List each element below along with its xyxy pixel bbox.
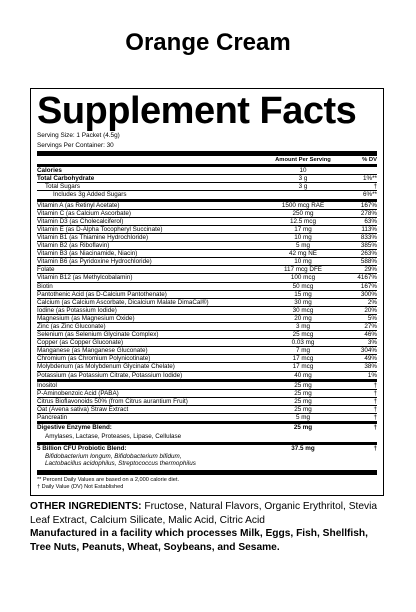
nutrient-amount: 1500 mcg RAE [281, 201, 325, 209]
enzyme-dv: † [373, 424, 377, 432]
nutrient-dv: 20% [364, 306, 377, 314]
amount-header: Amount Per Serving [275, 157, 331, 164]
nutrient-name: Citrus Bioflavonoids 50% (from Citrus aurantium Fruit) [37, 397, 188, 405]
footnote-not-established: † Daily Value (DV) Not Established [37, 483, 124, 490]
nutrient-name: Calcium (as Calcium Ascorbate, Dicalcium Malate DimaCal®) [37, 298, 209, 306]
nutrient-amount: 25 mg [294, 405, 312, 413]
nutrient-name: Vitamin D3 (as Cholecalciferol) [37, 217, 124, 225]
nutrient-name: Potassium (as Potassium Citrate, Potassium Iodide) [37, 371, 183, 379]
nutrient-amount: 30 mcg [292, 306, 314, 314]
nutrient-row [37, 265, 377, 273]
nutrient-name: Vitamin E (as D-Alpha Tocopheryl Succinate) [37, 225, 163, 233]
nutrient-dv: 38% [364, 363, 377, 371]
nutrient-name: Inositol [37, 381, 57, 389]
supplement-facts-panel [30, 88, 384, 496]
nutrient-row [37, 282, 377, 290]
nutrient-amount: 5 mg [296, 242, 310, 250]
nutrient-name: Vitamin B1 (as Thiamine Hydrochloride) [37, 233, 149, 241]
nutrient-row [37, 257, 377, 265]
nutrient-amount: 30 mg [294, 298, 312, 306]
footnote-dv: ** Percent Daily Values are based on a 2,000 calorie diet. [37, 476, 180, 483]
nutrient-dv: 6%** [362, 191, 377, 199]
nutrient-amount: 15 mg [294, 290, 312, 298]
nutrient-dv: 385% [360, 242, 377, 250]
nutrient-name: Biotin [37, 282, 53, 290]
probiotic-detail-2: Lactobacillus acidophilus, Streptococcus thermophilus [45, 460, 196, 468]
nutrient-amount [267, 191, 339, 198]
allergen-statement: Manufactured in a facility which processes Milk, Eggs, Fish, Shellfish, Tree Nuts, Peanuts, Wheat, Soybeans, and Sesame. [30, 528, 368, 553]
nutrient-dv: † [373, 389, 377, 397]
nutrient-row [37, 217, 377, 225]
probiotic-dv: † [373, 444, 377, 452]
nutrient-name: Total Carbohydrate [37, 175, 95, 183]
other-nutrient-rows [37, 382, 377, 421]
nutrient-amount: 17 mcg [292, 355, 314, 363]
nutrient-name: Total Sugars [45, 183, 81, 191]
nutrient-row [37, 174, 377, 182]
nutrient-dv: 46% [364, 331, 377, 339]
nutrient-row [37, 249, 377, 257]
nutrient-dv: 263% [360, 250, 377, 258]
enzyme-detail: Amylases, Lactase, Proteases, Lipase, Cellulase [45, 432, 182, 440]
nutrient-row [37, 190, 377, 198]
servings-per-container: Servings Per Container: 30 [37, 141, 114, 149]
nutrient-dv: † [373, 381, 377, 389]
nutrient-row [37, 371, 377, 379]
nutrient-name: Folate [37, 266, 55, 274]
thick-divider [37, 470, 377, 475]
nutrient-row [37, 202, 377, 209]
nutrient-amount: 12.5 mcg [290, 217, 316, 225]
nutrient-amount: 0.03 mg [291, 339, 315, 347]
nutrient-amount: 100 mcg [290, 274, 316, 282]
nutrient-dv: 2% [367, 298, 377, 306]
nutrient-name: Vitamin B3 (as Niacinamide, Niacin) [37, 250, 138, 258]
nutrient-amount: 3 g [298, 175, 308, 183]
nutrient-name: Chromium (as Chromium Polynicotinate) [37, 355, 151, 363]
nutrient-name: Vitamin B12 (as Methylcobalamin) [37, 274, 133, 282]
nutrient-amount: 3 mg [296, 322, 310, 330]
nutrient-dv: 833% [360, 233, 377, 241]
nutrient-amount: 10 mg [294, 233, 312, 241]
nutrient-dv: 1%** [362, 175, 377, 183]
nutrient-dv: 27% [364, 322, 377, 330]
nutrient-name: Pancreatin [37, 414, 68, 421]
nutrient-name: Selenium (as Selenium Glycinate Complex) [37, 331, 159, 339]
nutrient-name: Zinc (as Zinc Gluconate) [37, 322, 106, 330]
nutrient-amount: 117 mcg DFE [283, 266, 323, 274]
nutrient-row [37, 209, 377, 217]
flavor-title: Orange Cream [125, 29, 291, 56]
vitamin-mineral-rows [37, 202, 377, 379]
nutrient-dv: 304% [360, 347, 377, 355]
other-ingredients-label: OTHER INGREDIENTS: [30, 501, 142, 512]
nutrient-dv: 5% [367, 314, 377, 322]
nutrient-name: Vitamin B2 (as Riboflavin) [37, 242, 110, 250]
probiotic-name: 5 Billion CFU Probiotic Blend: [37, 444, 127, 452]
column-header [37, 156, 377, 164]
nutrient-row [37, 306, 377, 314]
nutrient-row [37, 389, 377, 397]
nutrient-amount: 25 mg [294, 389, 312, 397]
nutrient-name: Oat (Avena sativa) Straw Extract [37, 405, 129, 413]
nutrient-amount: 25 mg [294, 397, 312, 405]
dv-header: % DV [362, 157, 377, 164]
nutrient-row [37, 233, 377, 241]
nutrient-dv: † [373, 183, 377, 191]
nutrient-name: Manganese (as Manganese Gluconate) [37, 347, 148, 355]
nutrient-name: Vitamin A (as Retinyl Acetate) [37, 201, 120, 209]
nutrient-dv: † [373, 397, 377, 405]
nutrient-amount: 25 mg [294, 381, 312, 389]
nutrient-amount: 50 mcg [292, 282, 314, 290]
nutrient-name: Pantothenic Acid (as D-Calcium Pantothenate) [37, 290, 167, 298]
nutrient-amount: 25 mcg [292, 331, 314, 339]
nutrient-dv: 4167% [357, 274, 377, 282]
ingredients-section [30, 500, 390, 554]
nutrient-dv: 167% [360, 282, 377, 290]
nutrient-row [37, 382, 377, 389]
nutrient-name: Calories [37, 167, 62, 175]
nutrient-row [37, 167, 377, 174]
nutrient-row [37, 322, 377, 330]
nutrient-row [37, 362, 377, 370]
nutrient-row [37, 290, 377, 298]
nutrient-name: Iodine (as Potassium Iodide) [37, 306, 117, 314]
nutrient-amount: 42 mg NE [289, 250, 317, 258]
nutrient-row [37, 298, 377, 306]
nutrient-dv: † [373, 405, 377, 413]
nutrient-row [37, 413, 377, 421]
nutrient-dv: 113% [361, 225, 377, 233]
other-ingredients-text: Fructose, Natural Flavors, Organic Erythritol, Stevia Leaf Extract, Calcium Silicate, Malic Acid, Citric Acid [30, 501, 378, 526]
nutrient-name: P-Aminobenzoic Acid (PABA) [37, 389, 119, 397]
probiotic-amount: 37.5 mg [291, 444, 315, 452]
nutrient-amount: 3 g [298, 183, 308, 191]
nutrient-dv: 63% [364, 217, 377, 225]
nutrient-row [37, 225, 377, 233]
nutrient-dv: 588% [360, 258, 377, 266]
nutrient-row [37, 314, 377, 322]
macro-rows [37, 167, 377, 198]
nutrient-name: Copper (as Copper Gluconate) [37, 339, 124, 347]
nutrient-amount: 17 mg [294, 225, 312, 233]
nutrient-amount: 10 mg [294, 258, 312, 266]
nutrient-dv: 3% [367, 339, 377, 347]
nutrient-row [37, 405, 377, 413]
nutrient-name: Vitamin C (as Calcium Ascorbate) [37, 209, 132, 217]
nutrient-name: Molybdenum (as Molybdenum Glycinate Chelate) [37, 363, 175, 371]
nutrient-amount: 5 mg [296, 414, 310, 421]
nutrient-row [37, 397, 377, 405]
enzyme-name: Digestive Enzyme Blend: [37, 424, 112, 432]
nutrient-row [37, 346, 377, 354]
nutrient-amount: 40 mg [294, 371, 312, 379]
enzyme-amount: 25 mg [293, 424, 313, 432]
nutrient-amount: 10 [299, 167, 307, 175]
nutrient-dv: 167% [360, 201, 377, 209]
nutrient-name: Vitamin B6 (as Pyridoxine Hydrochloride) [37, 258, 152, 266]
nutrient-amount: 17 mcg [292, 363, 314, 371]
probiotic-blend-row [37, 445, 377, 454]
nutrient-dv: 29% [364, 266, 377, 274]
nutrient-amount: 20 mg [294, 314, 312, 322]
nutrient-row [37, 330, 377, 338]
nutrient-dv: 300% [360, 290, 377, 298]
nutrient-dv: 278% [360, 209, 377, 217]
nutrient-name: Includes 3g Added Sugars [53, 191, 127, 199]
probiotic-detail-1: Bifidobacterium longum, Bifidobacterium bifidum, [45, 453, 182, 461]
nutrient-row [37, 273, 377, 281]
nutrient-amount: 250 mg [292, 209, 314, 217]
nutrient-row [37, 354, 377, 362]
panel-title: Supplement Facts [37, 90, 357, 132]
nutrient-dv [339, 167, 377, 174]
nutrient-row [37, 338, 377, 346]
nutrient-row [37, 182, 377, 190]
nutrient-dv: 49% [364, 355, 377, 363]
enzyme-blend-row [37, 424, 377, 433]
serving-size: Serving Size: 1 Packet (4.5g) [37, 132, 120, 139]
nutrient-amount: 7 mg [296, 347, 310, 355]
nutrient-dv: † [373, 414, 377, 421]
nutrient-name: Magnesium (as Magnesium Oxide) [37, 314, 135, 322]
nutrient-row [37, 241, 377, 249]
nutrient-dv: 1% [367, 371, 377, 379]
